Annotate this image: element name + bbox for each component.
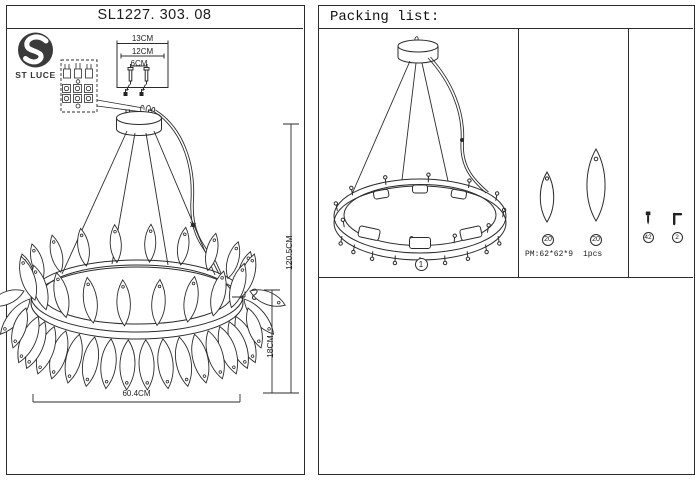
screw-icon <box>646 212 651 225</box>
packing-chandelier-drawing <box>334 37 506 266</box>
packing-list-title: Packing list: <box>330 9 440 25</box>
screw-qty-badge: 42 <box>644 233 652 241</box>
dim-label-diameter: 60.4CM <box>122 388 151 398</box>
small-leaf-icon <box>540 172 553 222</box>
hex-key-icon <box>674 214 681 224</box>
box-qty-label: 1pcs <box>583 250 603 259</box>
dim-label-bracket-outer: 13CM <box>131 34 154 43</box>
st-luce-logo <box>18 33 53 68</box>
dim-label-total-height: 120.5CM <box>284 235 294 270</box>
dim-label-bracket-inner: 12CM <box>131 47 154 56</box>
large-leaf-qty-badge: 20 <box>590 234 602 246</box>
small-leaf-qty-badge: 20 <box>542 234 554 246</box>
dim-label-body-height: 18CM <box>265 335 275 358</box>
brand-name: ST LUCE <box>15 70 56 80</box>
chandelier-qty-badge: 1 <box>415 258 428 271</box>
large-leaf-icon <box>587 149 605 221</box>
hex-key-qty-badge: 2 <box>672 232 683 243</box>
canopy-drawing <box>117 105 162 135</box>
box-size-label: PM:62*62*9 <box>525 250 574 259</box>
packing-list-drawings <box>318 5 693 473</box>
model-number: SL1227. 303. 08 <box>97 7 212 23</box>
dim-label-bracket-screws: 6CM <box>130 58 148 68</box>
